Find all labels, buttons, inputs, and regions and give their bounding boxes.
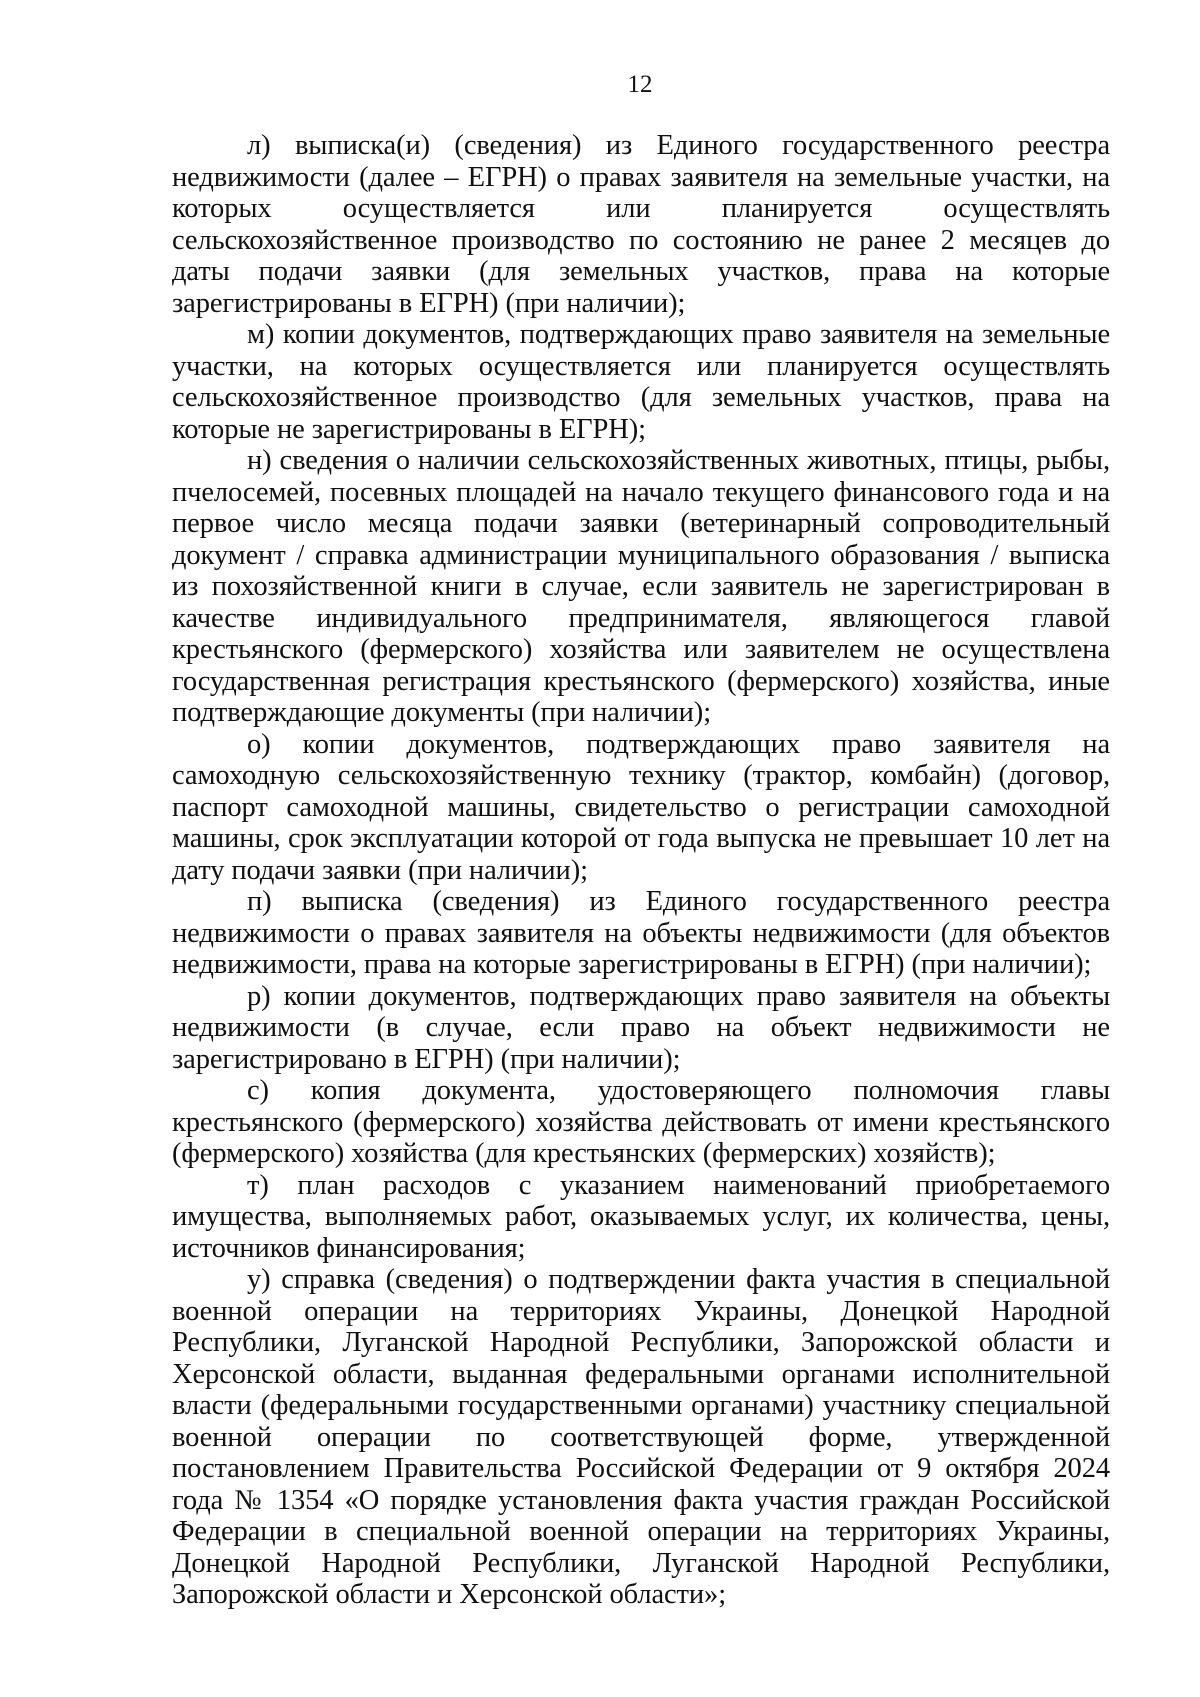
paragraph-p: п) выписка (сведения) из Единого государственного реестра недвижимости о правах заявителя на объекты недвижимости (для объектов недвижимости, права на которые зарегистрированы в ЕГРН) (при наличии);	[172, 886, 1110, 980]
document-body	[172, 130, 1110, 1611]
paragraph-m: м) копии документов, подтверждающих право заявителя на земельные участки, на которых осуществляется или планируется осуществлять сельскохозяйственное производство (для земельных участков, права на которые не зарегистрированы в ЕГРН);	[172, 319, 1110, 445]
paragraph-t: т) план расходов с указанием наименований приобретаемого имущества, выполняемых работ, оказываемых услуг, их количества, цены, источников финансирования;	[172, 1169, 1110, 1264]
paragraph-u: у) справка (сведения) о подтверждении факта участия в специальной военной операции на территориях Украины, Донецкой Народной Республики, Луганской Народной Республики, Запорожской области и Херсонской области, выданная федеральными органами исполнительной власти (федеральными государственными органами) участнику специальной военной операции по соответствующей форме, утвержденной постановлением Правительства Российской Федерации от 9 октября 2024 года № 1354 «О порядке установления факта участия граждан Российской Федерации в специальной военной операции на территориях Украины, Донецкой Народной Республики, Луганской Народной Республики, Запорожской области и Херсонской области»;	[172, 1264, 1110, 1610]
paragraph-o: о) копии документов, подтверждающих право заявителя на самоходную сельскохозяйственную технику (трактор, комбайн) (договор, паспорт самоходной машины, свидетельство о регистрации самоходной машины, срок эксплуатации которой от года выпуска не превышает 10 лет на дату подачи заявки (при наличии);	[172, 728, 1110, 886]
paragraph-s: с) копия документа, удостоверяющего полномочия главы крестьянского (фермерского) хозяйства действовать от имени крестьянского (фермерского) хозяйства (для крестьянских (фермерских) хозяйств);	[172, 1075, 1110, 1169]
paragraph-r: р) копии документов, подтверждающих право заявителя на объекты недвижимости (в случае, если право на объект недвижимости не зарегистрировано в ЕГРН) (при наличии);	[172, 980, 1110, 1075]
paragraph-n: н) сведения о наличии сельскохозяйственных животных, птицы, рыбы, пчелосемей, посевных площадей на начало текущего финансового года и на первое число месяца подачи заявки (ветеринарный сопроводительный документ / справка администрации муниципального образования / выписка из похозяйственной книги в случае, если заявитель не зарегистрирован в качестве индивидуального предпринимателя, являющегося главой крестьянского (фермерского) хозяйства или заявителем не осуществлена государственная регистрация крестьянского (фермерского) хозяйства, иные подтверждающие документы (при наличии);	[172, 445, 1110, 728]
paragraph-l: л) выписка(и) (сведения) из Единого государственного реестра недвижимости (далее – ЕГРН) о правах заявителя на земельные участки, на которых осуществляется или планируется осуществлять сельскохозяйственное производство по состоянию не ранее 2 месяцев до даты подачи заявки (для земельных участков, права на которые зарегистрированы в ЕГРН) (при наличии);	[172, 130, 1110, 319]
page-number: 12	[627, 71, 653, 98]
